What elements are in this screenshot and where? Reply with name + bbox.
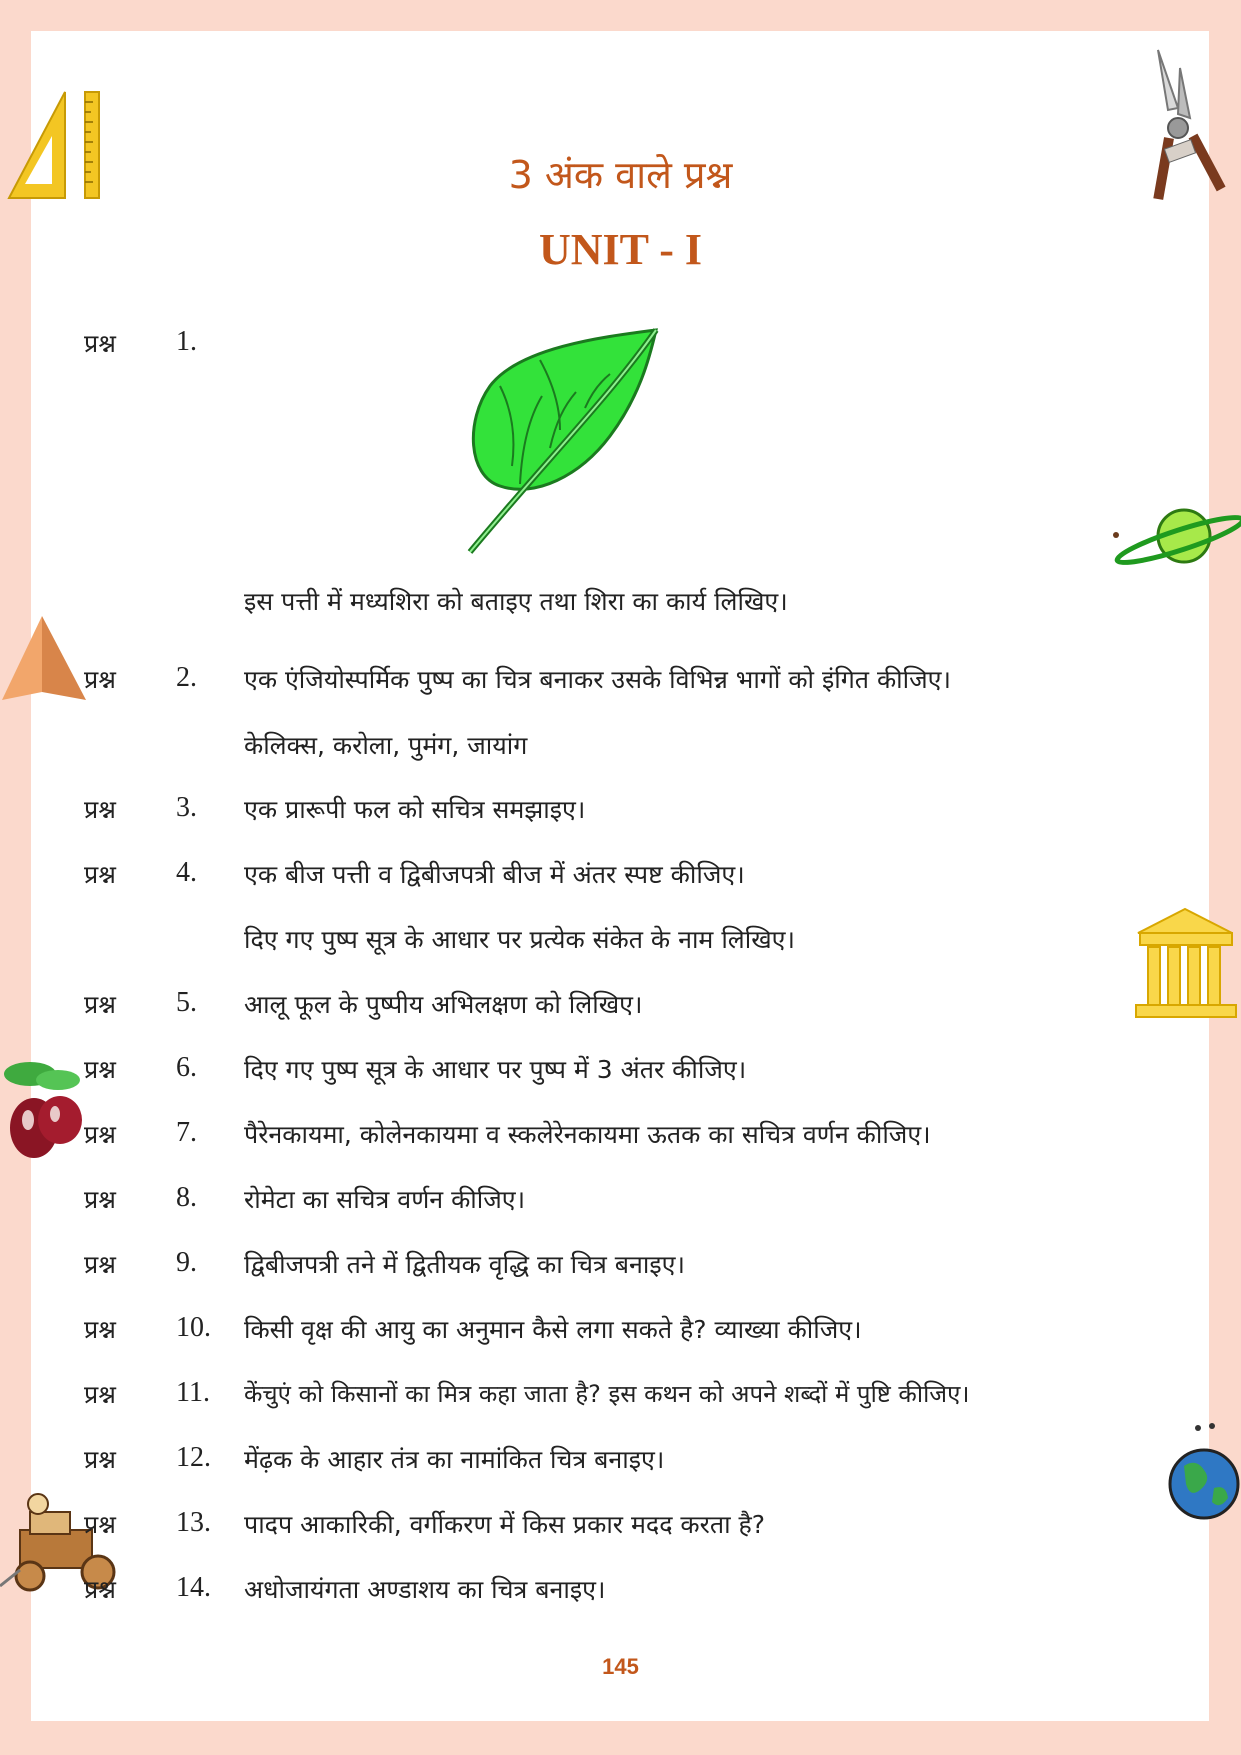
question-number: 7. [176, 1117, 197, 1148]
question-row [0, 1117, 1241, 1157]
question-row [0, 1052, 1241, 1092]
question-label: प्रश्न [84, 1380, 116, 1409]
question-label: प्रश्न [84, 990, 116, 1019]
question-label: प्रश्न [84, 1055, 116, 1084]
question-label: प्रश्न [84, 1185, 116, 1214]
question-row [0, 987, 1241, 1027]
question-row [0, 662, 1241, 702]
question-number: 1. [176, 326, 197, 357]
question-number: 4. [176, 857, 197, 888]
question-number: 8. [176, 1182, 197, 1213]
question-label: प्रश्न [84, 860, 116, 889]
question-label: प्रश्न [84, 1575, 116, 1604]
question-label: प्रश्न [84, 1315, 116, 1344]
question-label: प्रश्न [84, 329, 116, 358]
question-row [0, 1247, 1241, 1287]
question-text: मेंढ़क के आहार तंत्र का नामांकित चित्र बनाइए। [244, 1445, 665, 1474]
question-number: 9. [176, 1247, 197, 1278]
question-row [0, 792, 1241, 832]
unit-heading: UNIT - I [538, 225, 702, 274]
question-row [0, 1312, 1241, 1352]
question-subtext: दिए गए पुष्प सूत्र के आधार पर प्रत्येक संकेत के नाम लिखिए। [244, 925, 795, 954]
question-label: प्रश्न [84, 1120, 116, 1149]
question-text: पैरेनकायमा, कोलेनकायमा व स्कलेरेनकायमा ऊतक का सचित्र वर्णन कीजिए। [244, 1120, 931, 1149]
question-text: एक एंजियोस्पर्मिक पुष्प का चित्र बनाकर उसके विभिन्न भागों को इंगित कीजिए। [244, 665, 951, 694]
page-number: 145 [602, 1654, 639, 1679]
question-row [0, 1182, 1241, 1222]
question-text: अधोजायंगता अण्डाशय का चित्र बनाइए। [244, 1575, 606, 1604]
question-row [0, 857, 1241, 897]
question-number: 12. [176, 1442, 211, 1473]
question-text: द्विबीजपत्री तने में द्वितीयक वृद्धि का चित्र बनाइए। [244, 1250, 685, 1279]
question-number: 5. [176, 987, 197, 1018]
question-row [0, 1507, 1241, 1547]
question-number: 6. [176, 1052, 197, 1083]
question-label: प्रश्न [84, 665, 116, 694]
question-text: रोमेटा का सचित्र वर्णन कीजिए। [244, 1185, 526, 1214]
question-row [0, 1377, 1241, 1417]
question-text: एक बीज पत्ती व द्विबीजपत्री बीज में अंतर स्पष्ट कीजिए। [244, 860, 745, 889]
question-row [0, 1442, 1241, 1482]
question-number: 13. [176, 1507, 211, 1538]
question-text: किसी वृक्ष की आयु का अनुमान कैसे लगा सकते है? व्याख्या कीजिए। [244, 1315, 862, 1344]
question-text: केंचुएं को किसानों का मित्र कहा जाता है? इस कथन को अपने शब्दों में पुष्टि कीजिए। [244, 1380, 970, 1408]
question-subtext: केलिक्स, करोला, पुमंग, जायांग [244, 731, 528, 760]
question-subtext: इस पत्ती में मध्यशिरा को बताइए तथा शिरा का कार्य लिखिए। [244, 587, 788, 616]
question-number: 14. [176, 1572, 211, 1603]
question-label: प्रश्न [84, 1510, 116, 1539]
page-title: 3 अंक वाले प्रश्न [508, 153, 733, 197]
leaf-illustration [460, 326, 670, 556]
question-number: 10. [176, 1312, 211, 1343]
saturn-planet-icon [1108, 502, 1241, 572]
question-row [0, 1572, 1241, 1612]
question-text: पादप आकारिकी, वर्गीकरण में किस प्रकार मदद करता है? [244, 1510, 766, 1539]
question-label: प्रश्न [84, 1250, 116, 1279]
question-text: दिए गए पुष्प सूत्र के आधार पर पुष्प में 3 अंतर कीजिए। [244, 1055, 747, 1084]
question-text: एक प्रारूपी फल को सचित्र समझाइए। [244, 795, 586, 824]
question-label: प्रश्न [84, 1445, 116, 1474]
question-label: प्रश्न [84, 795, 116, 824]
question-text: आलू फूल के पुष्पीय अभिलक्षण को लिखिए। [244, 990, 643, 1019]
question-number: 2. [176, 662, 197, 693]
question-number: 3. [176, 792, 197, 823]
question-number: 11. [176, 1377, 210, 1408]
